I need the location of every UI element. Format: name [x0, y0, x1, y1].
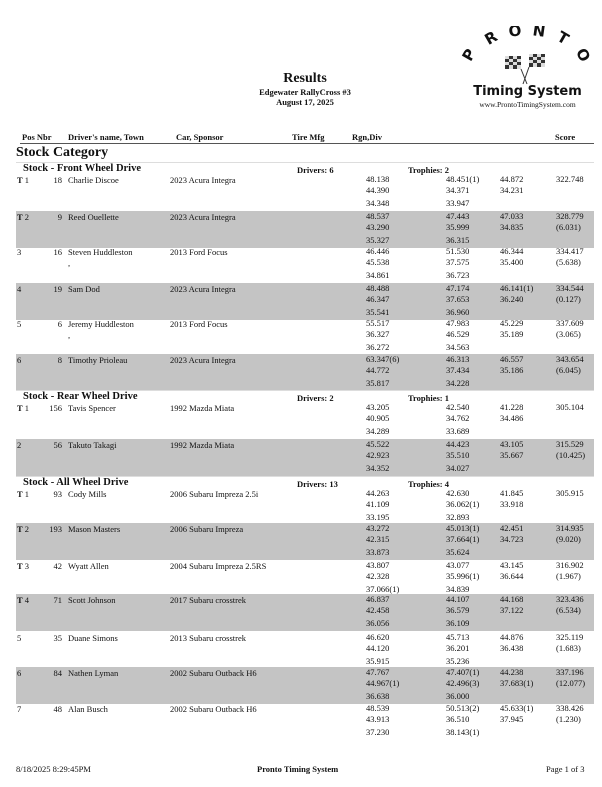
group-trophies-count: Trophies: 2 [408, 165, 450, 175]
run-time: 46.141(1) [500, 283, 534, 293]
position-number: 2 [24, 524, 30, 534]
run-time: 35.510 [446, 450, 470, 460]
position-number: 1 [24, 175, 30, 185]
col-score: Score [555, 132, 576, 142]
run-time: 34.228 [446, 378, 470, 388]
result-row [16, 174, 594, 211]
run-time: 35.817 [366, 378, 390, 388]
car-number: 16 [53, 247, 62, 257]
col-tire: Tire Mfg [292, 132, 325, 142]
run-time: 46.557 [500, 354, 524, 364]
run-time: 37.230 [366, 727, 390, 737]
run-time: 44.772 [366, 365, 390, 375]
car-sponsor: 2002 Subaru Outback H6 [170, 668, 257, 678]
logo-letter: T [554, 27, 572, 49]
run-time: 32.893 [446, 512, 470, 522]
run-time: 42.451 [500, 523, 524, 533]
group-drivers-count: Drivers: 6 [297, 165, 334, 175]
car-sponsor: 2004 Subaru Impreza 2.5RS [170, 561, 267, 571]
position-cell [17, 284, 21, 295]
run-time: 36.272 [366, 342, 390, 352]
run-time: 34.352 [366, 463, 390, 473]
run-time: 34.839 [446, 584, 470, 594]
score: 305.104 [556, 402, 584, 412]
trophy-marker: T [17, 489, 23, 499]
position-cell [17, 319, 21, 330]
run-time: 48.539 [366, 703, 390, 713]
score: 315.529 [556, 439, 584, 449]
run-time: 36.327 [366, 329, 390, 339]
car-sponsor: 2017 Subaru crosstrek [170, 595, 247, 605]
run-time: 34.289 [366, 426, 390, 436]
run-time: 44.107 [446, 594, 470, 604]
score-diff: (6.031) [556, 222, 581, 232]
footer-page: Page 1 of 3 [546, 764, 585, 774]
run-time: 34.348 [366, 198, 390, 208]
run-time: 35.236 [446, 656, 470, 666]
logo-letter: O [507, 26, 523, 41]
run-time: 44.120 [366, 643, 390, 653]
position-cell [17, 212, 29, 223]
run-time: 43.105 [500, 439, 524, 449]
trophy-marker: T [17, 524, 23, 534]
result-row [16, 211, 594, 248]
run-time: 43.913 [366, 714, 390, 724]
group-name: Stock - All Wheel Drive [23, 477, 129, 488]
run-time: 36.723 [446, 270, 470, 280]
col-car: Car, Sponsor [176, 132, 224, 142]
position-number: 4 [17, 284, 22, 294]
score-diff: (12.077) [556, 678, 586, 688]
run-time: 45.538 [366, 257, 390, 267]
position-cell [17, 175, 29, 186]
score: 305.915 [556, 488, 584, 498]
run-time: 41.845 [500, 488, 524, 498]
run-time: 33.918 [500, 499, 524, 509]
run-time: 47.033 [500, 211, 524, 221]
run-time: 37.575 [446, 257, 470, 267]
driver-name: Sam Dod [68, 284, 100, 294]
run-time: 47.407(1) [446, 667, 480, 677]
car-sponsor: 2023 Acura Integra [170, 284, 236, 294]
run-time: 45.633(1) [500, 703, 534, 713]
run-time: 50.513(2) [446, 703, 480, 713]
logo-letter: N [531, 26, 547, 41]
car-sponsor: 2023 Acura Integra [170, 355, 236, 365]
category-title: Stock Category [16, 145, 109, 160]
logo-letter: P [458, 45, 480, 65]
run-time: 36.056 [366, 618, 390, 628]
car-number: 9 [57, 212, 62, 222]
position-cell [17, 561, 29, 572]
run-time: 34.563 [446, 342, 470, 352]
car-number: 93 [53, 489, 62, 499]
position-cell [17, 633, 21, 644]
run-time: 45.229 [500, 318, 524, 328]
result-row [16, 439, 594, 476]
trophy-marker: T [17, 175, 23, 185]
run-time: 46.837 [366, 594, 390, 604]
event-date: August 17, 2025 [276, 97, 334, 107]
run-time: 46.313 [446, 354, 470, 364]
position-number: 2 [17, 440, 22, 450]
run-time: 44.263 [366, 488, 390, 498]
run-time: 63.347(6) [366, 354, 400, 364]
score-diff: (0.127) [556, 294, 581, 304]
event-name: Edgewater RallyCross #3 [259, 87, 351, 97]
car-number: 35 [53, 633, 62, 643]
col-rgn: Rgn,Div [352, 132, 382, 142]
score-diff: (1.967) [556, 571, 581, 581]
run-time: 35.400 [500, 257, 524, 267]
run-time: 48.488 [366, 283, 390, 293]
run-time: 35.915 [366, 656, 390, 666]
run-time: 37.945 [500, 714, 524, 724]
run-time: 33.689 [446, 426, 470, 436]
run-time: 47.767 [366, 667, 390, 677]
score-diff: (3.065) [556, 329, 581, 339]
position-cell [17, 704, 21, 715]
run-time: 46.347 [366, 294, 390, 304]
run-time: 35.999 [446, 222, 470, 232]
car-sponsor: 1992 Mazda Miata [170, 403, 235, 413]
run-time: 36.109 [446, 618, 470, 628]
run-time: 42.458 [366, 605, 390, 615]
score-diff: (6.045) [556, 365, 581, 375]
run-time: 36.062(1) [446, 499, 480, 509]
car-sponsor: 2013 Ford Focus [170, 319, 228, 329]
position-number: 7 [17, 704, 22, 714]
run-time: 43.205 [366, 402, 390, 412]
result-row [16, 703, 594, 740]
position-number: 4 [24, 595, 30, 605]
run-time: 33.195 [366, 512, 390, 522]
trophy-marker: T [17, 561, 23, 571]
car-number: 156 [49, 403, 62, 413]
score-diff: (9.020) [556, 534, 581, 544]
run-time: 44.238 [500, 667, 524, 677]
result-row [16, 283, 594, 320]
run-time: 35.541 [366, 307, 390, 317]
position-cell [17, 595, 29, 606]
position-number: 3 [17, 247, 22, 257]
run-time: 55.517 [366, 318, 390, 328]
driver-town: , [68, 330, 71, 340]
score-diff: (6.534) [556, 605, 581, 615]
result-row [16, 667, 594, 704]
trophy-marker: T [17, 212, 23, 222]
position-number: 1 [24, 403, 30, 413]
result-row [16, 560, 594, 597]
run-time: 42.328 [366, 571, 390, 581]
trophy-marker: T [17, 595, 23, 605]
run-time: 34.835 [500, 222, 524, 232]
position-cell [17, 668, 21, 679]
driver-name: Duane Simons [68, 633, 118, 643]
score-diff: (5.638) [556, 257, 581, 267]
score: 338.426 [556, 703, 584, 713]
car-sponsor: 1992 Mazda Miata [170, 440, 235, 450]
run-time: 47.443 [446, 211, 470, 221]
score: 334.544 [556, 283, 584, 293]
logo-letter: O [572, 44, 594, 66]
run-time: 35.186 [500, 365, 524, 375]
footer-timestamp: 8/18/2025 8:29:45PM [16, 764, 91, 774]
run-time: 36.240 [500, 294, 524, 304]
report-title: Results [283, 71, 327, 86]
run-time: 36.960 [446, 307, 470, 317]
run-time: 34.723 [500, 534, 524, 544]
group-trophies-count: Trophies: 1 [408, 393, 450, 403]
run-time: 34.231 [500, 185, 524, 195]
report-title-block [230, 70, 380, 107]
run-time: 36.644 [500, 571, 524, 581]
score: 322.748 [556, 174, 584, 184]
position-number: 5 [17, 319, 22, 329]
car-sponsor: 2002 Subaru Outback H6 [170, 704, 257, 714]
car-number: 71 [53, 595, 62, 605]
car-number: 8 [57, 355, 62, 365]
driver-name: Cody Mills [68, 489, 107, 499]
score: 323.436 [556, 594, 584, 604]
run-time: 42.923 [366, 450, 390, 460]
car-sponsor: 2013 Ford Focus [170, 247, 228, 257]
run-time: 35.624 [446, 547, 470, 557]
run-time: 35.189 [500, 329, 524, 339]
group-name: Stock - Rear Wheel Drive [23, 391, 138, 402]
car-sponsor: 2023 Acura Integra [170, 212, 236, 222]
run-time: 37.122 [500, 605, 524, 615]
driver-town: , [68, 258, 71, 268]
driver-name: Steven Huddleston [68, 247, 133, 257]
driver-name: Wyatt Allen [68, 561, 109, 571]
run-time: 36.510 [446, 714, 470, 724]
driver-name: Tavis Spencer [68, 403, 116, 413]
logo-letter: R [481, 27, 501, 49]
pronto-logo [455, 26, 600, 111]
run-time: 34.371 [446, 185, 470, 195]
group-trophies-count: Trophies: 4 [408, 479, 450, 489]
car-number: 18 [53, 175, 62, 185]
run-time: 44.168 [500, 594, 524, 604]
car-sponsor: 2023 Acura Integra [170, 175, 236, 185]
car-sponsor: 2006 Subaru Impreza [170, 524, 244, 534]
run-time: 34.027 [446, 463, 470, 473]
result-row [16, 246, 594, 283]
checkered-flags-icon [455, 26, 600, 86]
footer-center: Pronto Timing System [257, 764, 339, 774]
logo-url: www.ProntoTimingSystem.com [479, 100, 576, 109]
run-time: 36.579 [446, 605, 470, 615]
run-time: 36.638 [366, 691, 390, 701]
run-time: 44.967(1) [366, 678, 400, 688]
run-time: 33.947 [446, 198, 470, 208]
run-time: 35.327 [366, 235, 390, 245]
run-time: 42.496(3) [446, 678, 480, 688]
result-row [16, 523, 594, 560]
col-driver: Driver's name, Town [68, 132, 144, 142]
run-time: 37.683(1) [500, 678, 534, 688]
driver-name: Charlie Discoe [68, 175, 119, 185]
run-time: 44.872 [500, 174, 524, 184]
score: 334.417 [556, 246, 584, 256]
run-time: 43.272 [366, 523, 390, 533]
driver-name: Takuto Takagi [68, 440, 117, 450]
run-time: 35.667 [500, 450, 524, 460]
run-time: 48.451(1) [446, 174, 480, 184]
run-time: 36.000 [446, 691, 470, 701]
score-diff: (1.683) [556, 643, 581, 653]
logo-tagline: Timing System [473, 84, 582, 99]
run-time: 42.315 [366, 534, 390, 544]
driver-name: Alan Busch [68, 704, 108, 714]
group-name: Stock - Front Wheel Drive [23, 163, 142, 174]
position-number: 6 [17, 668, 22, 678]
score-diff: (1.230) [556, 714, 581, 724]
position-number: 2 [24, 212, 30, 222]
driver-name: Nathen Lyman [68, 668, 119, 678]
run-time: 46.529 [446, 329, 470, 339]
result-row [16, 318, 594, 355]
run-time: 36.438 [500, 643, 524, 653]
run-time: 34.861 [366, 270, 390, 280]
run-time: 38.143(1) [446, 727, 480, 737]
result-row [16, 354, 594, 391]
run-time: 37.664(1) [446, 534, 480, 544]
group-drivers-count: Drivers: 13 [297, 479, 338, 489]
score: 328.779 [556, 211, 584, 221]
run-time: 33.873 [366, 547, 390, 557]
run-time: 48.138 [366, 174, 390, 184]
car-number: 6 [57, 319, 62, 329]
run-time: 42.540 [446, 402, 470, 412]
car-number: 84 [53, 668, 62, 678]
position-cell [17, 403, 29, 414]
result-row [16, 488, 594, 525]
car-number: 19 [53, 284, 62, 294]
run-time: 44.423 [446, 439, 470, 449]
driver-name: Reed Ouellette [68, 212, 119, 222]
score: 337.196 [556, 667, 584, 677]
driver-name: Jeremy Huddleston [68, 319, 134, 329]
group-drivers-count: Drivers: 2 [297, 393, 334, 403]
run-time: 47.174 [446, 283, 470, 293]
position-cell [17, 440, 21, 451]
run-time: 34.762 [446, 413, 470, 423]
driver-name: Timothy Prioleau [68, 355, 128, 365]
run-time: 46.620 [366, 632, 390, 642]
position-number: 3 [24, 561, 30, 571]
run-time: 45.013(1) [446, 523, 480, 533]
run-time: 44.390 [366, 185, 390, 195]
car-sponsor: 2006 Subaru Impreza 2.5i [170, 489, 259, 499]
driver-name: Mason Masters [68, 524, 121, 534]
run-time: 43.077 [446, 560, 470, 570]
run-time: 45.713 [446, 632, 470, 642]
score: 314.935 [556, 523, 584, 533]
car-sponsor: 2013 Subaru crosstrek [170, 633, 247, 643]
flag-left-icon [505, 56, 527, 84]
flag-right-icon [523, 54, 545, 84]
run-time: 36.201 [446, 643, 470, 653]
car-number: 56 [53, 440, 62, 450]
run-time: 42.630 [446, 488, 470, 498]
position-cell [17, 524, 29, 535]
score-diff: (10.425) [556, 450, 586, 460]
car-number: 48 [53, 704, 62, 714]
run-time: 35.996(1) [446, 571, 480, 581]
position-cell [17, 355, 21, 366]
position-cell [17, 247, 21, 258]
score: 343.654 [556, 354, 584, 364]
position-number: 5 [17, 633, 22, 643]
score: 316.902 [556, 560, 584, 570]
run-time: 46.446 [366, 246, 390, 256]
run-time: 37.066(1) [366, 584, 400, 594]
column-header-row [20, 131, 594, 144]
run-time: 37.434 [446, 365, 470, 375]
position-cell [17, 489, 29, 500]
car-number: 42 [53, 561, 62, 571]
run-time: 36.315 [446, 235, 470, 245]
run-time: 43.145 [500, 560, 524, 570]
run-time: 34.486 [500, 413, 524, 423]
run-time: 43.807 [366, 560, 390, 570]
run-time: 48.537 [366, 211, 390, 221]
car-number: 193 [49, 524, 62, 534]
run-time: 41.228 [500, 402, 524, 412]
run-time: 51.530 [446, 246, 470, 256]
driver-name: Scott Johnson [68, 595, 116, 605]
run-time: 47.983 [446, 318, 470, 328]
result-row [16, 594, 594, 631]
run-time: 37.653 [446, 294, 470, 304]
position-number: 6 [17, 355, 22, 365]
position-number: 1 [24, 489, 30, 499]
result-row [16, 632, 594, 669]
run-time: 43.290 [366, 222, 390, 232]
score: 337.609 [556, 318, 584, 328]
run-time: 46.344 [500, 246, 524, 256]
score: 325.119 [556, 632, 584, 642]
result-row [16, 402, 594, 439]
run-time: 41.109 [366, 499, 390, 509]
run-time: 40.905 [366, 413, 390, 423]
run-time: 45.522 [366, 439, 390, 449]
trophy-marker: T [17, 403, 23, 413]
run-time: 44.876 [500, 632, 524, 642]
col-pos-nbr: Pos Nbr [22, 132, 52, 142]
